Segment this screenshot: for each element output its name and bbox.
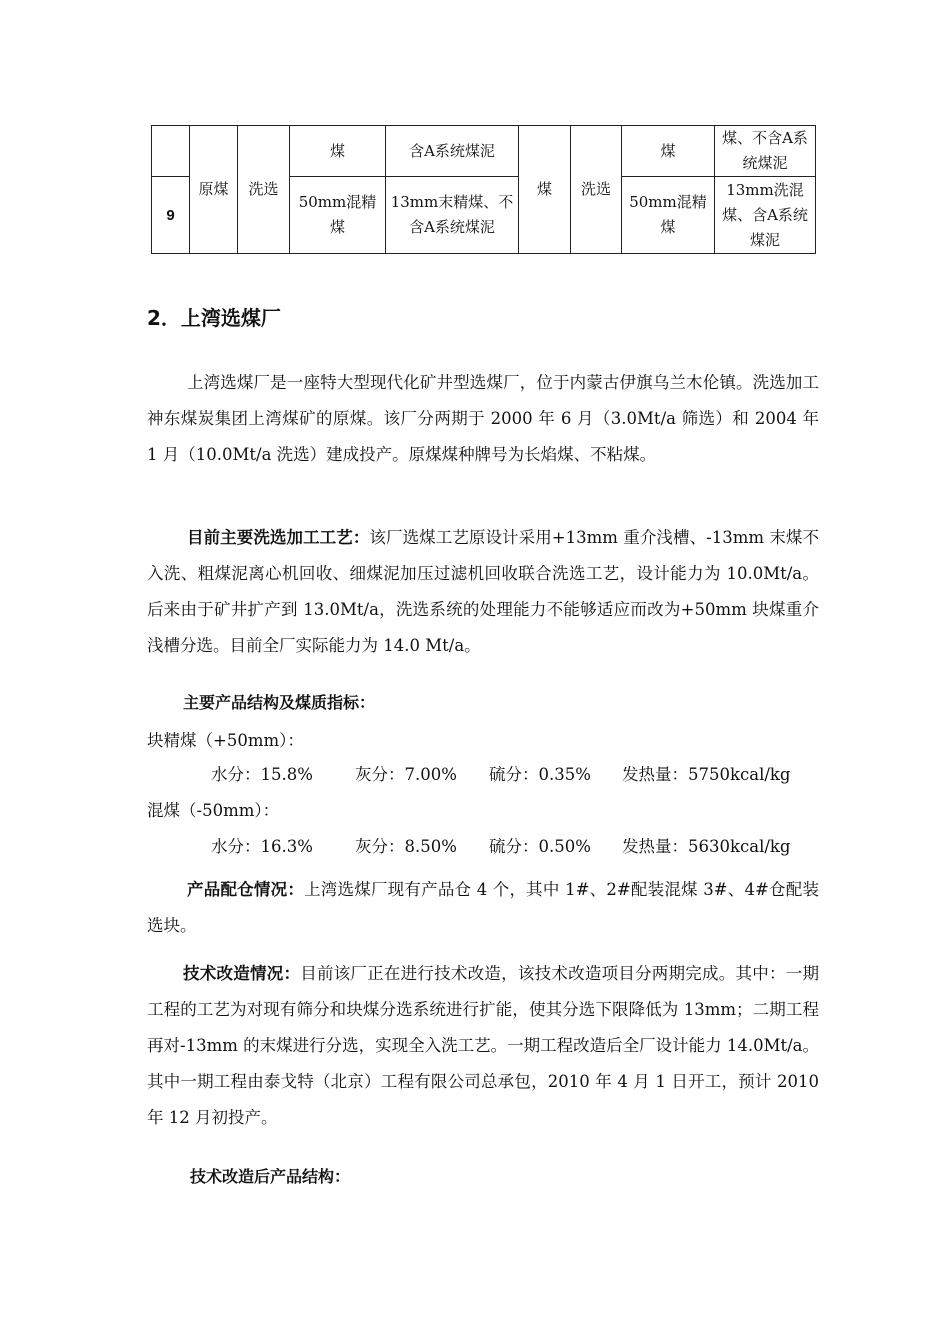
lump-moisture: 水分：15.8% xyxy=(211,765,313,784)
after-retrofit-label: 技术改造后产品结构： xyxy=(190,1167,351,1186)
storage-text: 上湾选煤厂现有产品仓 4 个，其中 1#、2#配装混煤 3#、4#仓配装选块。 xyxy=(147,880,819,935)
table-cell: 13mm末精煤、不含A系统煤泥 xyxy=(386,177,519,254)
products-label: 主要产品结构及煤质指标： xyxy=(183,693,376,712)
table-cell: 煤 xyxy=(622,126,715,177)
retrofit-label: 技术改造情况： xyxy=(183,964,301,983)
process-paragraph xyxy=(147,520,819,664)
table-cell: 原煤 xyxy=(190,126,238,254)
storage-paragraph xyxy=(147,872,819,944)
lump-sulfur: 硫分：0.35% xyxy=(489,765,591,784)
table-cell: 煤 xyxy=(290,126,386,177)
table-cell: 洗选 xyxy=(571,126,622,254)
table-cell: 50mm混精煤 xyxy=(622,177,715,254)
storage-label: 产品配仓情况： xyxy=(187,880,305,899)
table-cell xyxy=(152,126,190,177)
lump-heat: 发热量：5750kcal/kg xyxy=(622,765,791,784)
mixed-sulfur: 硫分：0.50% xyxy=(489,837,591,856)
lump-title: 块精煤（+50mm）： xyxy=(147,731,304,750)
table-cell: 13mm洗混煤、含A系统煤泥 xyxy=(715,177,816,254)
coal-products-table xyxy=(151,125,816,254)
table-cell: 洗选 xyxy=(238,126,290,254)
mixed-ash: 灰分：8.50% xyxy=(355,837,457,856)
row-number: 9 xyxy=(152,177,190,254)
process-text: 该厂选煤工艺原设计采用+13mm 重介浅槽、-13mm 末煤不入洗、粗煤泥离心机回收、细煤泥加压过滤机回收联合洗选工艺，设计能力为 10.0Mt/a。后来由于矿井扩产到 13.0Mt/a，洗选系统的处理能力不能够适应而改为+50mm 块煤重介浅槽分选。目前全厂实际能力为 14.0 Mt/a。 xyxy=(147,528,820,655)
lump-ash: 灰分：7.00% xyxy=(355,765,457,784)
mixed-title: 混煤（-50mm）： xyxy=(147,801,280,820)
intro-paragraph: 上湾选煤厂是一座特大型现代化矿井型选煤厂，位于内蒙古伊旗乌兰木伦镇。洗选加工神东煤炭集团上湾煤矿的原煤。该厂分两期于 2000 年 6 月（3.0Mt/a 筛选）和 2004 年 1 月（10.0Mt/a 洗选）建成投产。原煤煤种牌号为长焰煤、不粘煤。 xyxy=(147,373,819,464)
table-cell: 含A系统煤泥 xyxy=(386,126,519,177)
retrofit-paragraph xyxy=(147,956,819,1136)
table-row xyxy=(152,126,816,177)
mixed-moisture: 水分：16.3% xyxy=(211,837,313,856)
section-title: 2．上湾选煤厂 xyxy=(147,306,281,330)
process-label: 目前主要洗选加工工艺： xyxy=(187,528,370,547)
retrofit-text: 目前该厂正在进行技术改造，该技术改造项目分两期完成。其中：一期工程的工艺为对现有筛分和块煤分选系统进行扩能，使其分选下限降低为 13mm；二期工程再对-13mm 的末煤进行分选，实现全入洗工艺。一期工程改造后全厂设计能力 14.0Mt/a。其中一期工程由泰戈特（北京）工程有限公司总承包，2010 年 4 月 1 日开工，预计 2010 年 12 月初投产。 xyxy=(147,964,820,1127)
table-cell: 煤 xyxy=(519,126,571,254)
table-cell: 煤、不含A系统煤泥 xyxy=(715,126,816,177)
mixed-heat: 发热量：5630kcal/kg xyxy=(622,837,791,856)
table-cell: 50mm混精煤 xyxy=(290,177,386,254)
